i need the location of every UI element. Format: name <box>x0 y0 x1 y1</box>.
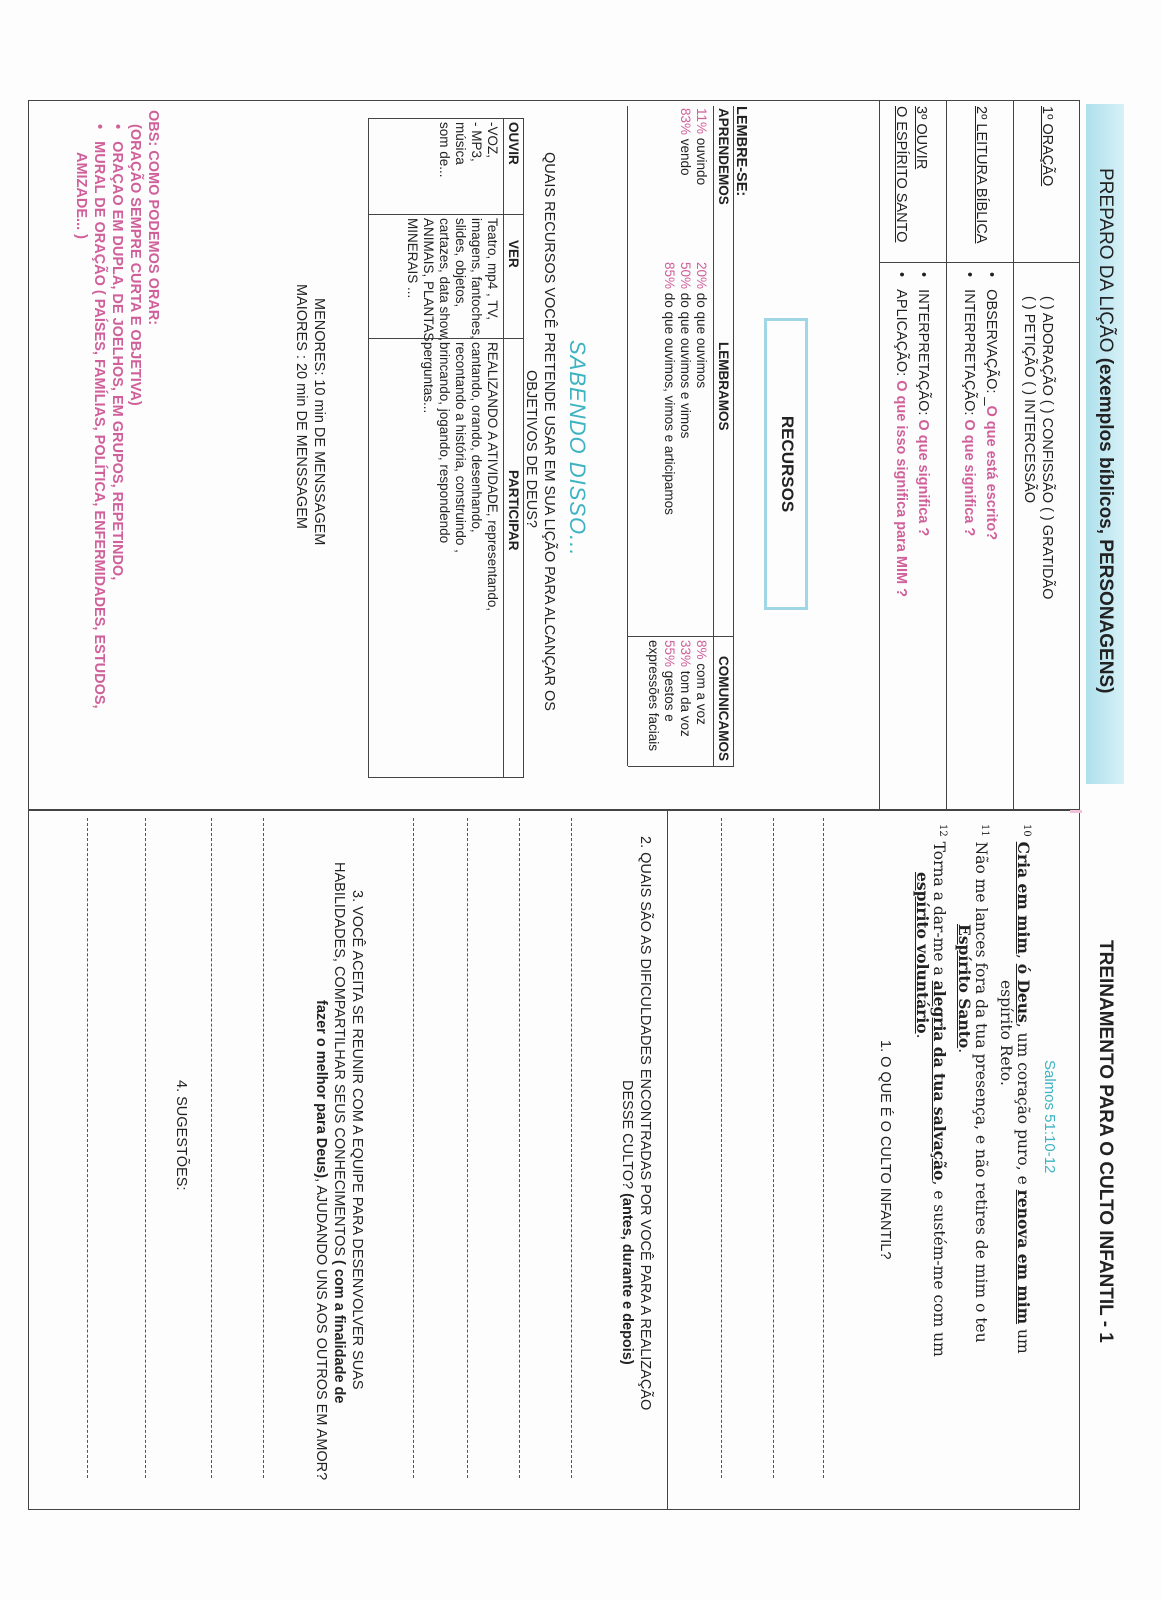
ver-item-4: cartazes, data show, <box>437 218 452 342</box>
row-label-holy-spirit: O ESPÍRITO SANTO <box>893 106 909 243</box>
answer-line-3b[interactable] <box>211 818 212 1478</box>
header-lembramos: LEMBRAMOS <box>716 342 731 431</box>
participar-item-3: recontando a história, construindo , <box>453 342 468 553</box>
question-4: 4. SUGESTÕES: <box>173 1080 189 1191</box>
obs-bullet-2: • MURAL DE ORAÇÃO ( PAÍSES, FAMÍLIAS, POLÍTICA, ENFERMIDADES, ESTUDOS, <box>91 124 107 709</box>
question-3-line2: HABILIDADES, COMPARTILHAR SEUS CONHECIMENTOS ( com a finalidade de <box>331 862 347 1404</box>
lembre-table-right <box>628 766 734 767</box>
ver-item-3: slides, objetos, <box>453 218 468 308</box>
answer-line-4b[interactable] <box>87 818 88 1478</box>
answer-line-1a[interactable] <box>823 818 824 1478</box>
lembre-table-top <box>733 106 734 766</box>
lembramos-item-3: 85% do que ouvimos, vimos e articipamos <box>662 262 677 515</box>
right-pink-edge <box>1070 810 1082 813</box>
right-section-divider <box>667 810 668 1510</box>
resources-question-line2: OBJETIVOS DE DEUS? <box>523 370 539 528</box>
ver-item-1: Teatro, mp4 , TV, <box>485 218 500 321</box>
lembre-col-div-2 <box>628 636 734 637</box>
ouvir-item-1: -VOZ, <box>485 122 500 158</box>
aprendemos-item-2: 83% vendo <box>678 108 693 176</box>
psalm-reference: Salmos 51:10-12 <box>1041 1060 1058 1174</box>
answer-line-1c[interactable] <box>721 818 722 1478</box>
row-label-listen: 3º OUVIR <box>913 106 929 170</box>
recursos-heading: RECURSOS <box>778 415 797 513</box>
verse-12: $^{12}$ Torna a dar-me a alegria da tua salvação, e sustém-me com um <box>929 824 949 1357</box>
prep-row-line-3 <box>879 100 880 810</box>
bullet-interpretation-2: • INTERPRETAÇÃO: O que significa ? <box>915 272 931 537</box>
header-aprendemos: APRENDEMOS <box>716 108 731 205</box>
question-2-line1: 2. QUAIS SÃO AS DIFICULDADES ENCONTRADAS POR VOCÊ PARA A REALIZAÇÃO <box>637 836 653 1411</box>
comunicamos-item-4: expressões faciais <box>646 640 661 752</box>
header-participar: PARTICIPAR <box>506 470 521 551</box>
answer-line-2c[interactable] <box>467 818 468 1478</box>
verse-11: $^{11}$ Não me lances fora da tua presença, e não retires de mim o teu <box>971 824 990 1343</box>
ver-item-2: imagens, fantoches, <box>469 218 484 339</box>
bullet-interpretation-1: • INTERPRETAÇÃO: O que significa ? <box>961 272 977 537</box>
comunicamos-item-2: 33% tom da voz <box>678 640 693 737</box>
ouvir-item-4: som de... <box>437 122 452 178</box>
participar-item-4: brincando, jogando, respondendo <box>437 342 452 544</box>
question-1: 1. O QUE É O CULTO INFANTIL? <box>877 1040 893 1260</box>
lesson-title: PREPARO DA LIÇÃO (exemplos bíblicos, PERSONAGENS) <box>1095 168 1116 694</box>
aprendemos-item-1: 11% ouvindo <box>694 108 709 186</box>
lembramos-item-2: 50% do que ouvimos e vimos <box>678 262 693 439</box>
prayer-options-line2[interactable]: ( ) PETIÇÃO ( ) INTERCESSÃO <box>1021 296 1037 504</box>
prep-row-line-1 <box>1013 100 1014 810</box>
verse-12-cont: espírito voluntário. <box>913 872 932 1039</box>
prep-divider <box>880 262 1080 263</box>
obs-bullet-1: • ORAÇAO EM DUPLA, DE JOELHOS, EM GRUPOS, REPETINDO, <box>109 124 125 581</box>
answer-line-2a[interactable] <box>571 818 572 1478</box>
question-3-line1: 3. VOCÊ ACEITA SE REUNIR COM A EQUIPE PARA DESENVOLVER SUAS <box>349 890 365 1390</box>
resources-question-line1: QUAIS RECURSOS VOCÊ PRETENDE USAR EM SUA LIÇÃO PARA ALCANÇAR OS <box>541 152 557 711</box>
participar-item-5: perguntas... <box>421 342 436 414</box>
obs-title: OBS: COMO PODEMOS ORAR: <box>145 110 161 326</box>
prep-row-line-2 <box>946 100 947 810</box>
ver-item-6: MINERAIS ... <box>405 218 420 299</box>
answer-line-1b[interactable] <box>773 818 774 1478</box>
row-label-prayer: 1º ORAÇÃO <box>1039 106 1055 187</box>
bullet-observation: • OBSERVAÇÃO: _O que está escrito? <box>983 272 999 541</box>
lembre-table-bottom <box>627 106 628 766</box>
participar-item-2: cantando, orando, desenhando, <box>469 342 484 533</box>
comunicamos-item-3: 55% gestos e <box>662 640 677 722</box>
ouvir-item-2: - MP3, <box>469 122 484 162</box>
row-label-bible-reading: 2º LEITURA BÍBLICA <box>973 106 989 244</box>
answer-line-2d[interactable] <box>413 818 414 1478</box>
header-ver: VER <box>506 240 521 268</box>
bullet-application: • APLICAÇÃO: O que isso significa para MIM ? <box>893 272 909 597</box>
answer-line-2b[interactable] <box>519 818 520 1478</box>
obs-bullet-3: AMIZADE... ) <box>73 152 89 239</box>
verse-10-cont: espírito Reto. <box>997 980 1015 1086</box>
header-comunicamos: COMUNICAMOS <box>716 656 731 761</box>
ver-item-5: ANIMAIS, PLANTAS, <box>421 218 436 346</box>
ovp-col-div-1 <box>368 214 524 215</box>
comunicamos-item-1: 8% com a voz <box>694 640 709 725</box>
lembramos-item-1: 20% do que ouvimos <box>694 262 709 389</box>
sabendo-disso: SABENDO DISSO... <box>565 340 590 557</box>
ouvir-item-3: música <box>453 122 468 165</box>
verse-11-cont: Espírito Santo. <box>955 924 974 1054</box>
question-2-line2: DESSE CULTO? (antes, durante e depois) <box>619 1080 635 1365</box>
question-3-line3: fazer o melhor para Deus), AJUDANDO UNS AOS OUTROS EM AMOR? <box>313 1000 329 1481</box>
prayer-options-line1[interactable]: ( ) ADORAÇÃO ( ) CONFISSÃO ( ) GRATIDÃO <box>1039 296 1055 600</box>
menores-time: MENORES: 10 min DE MENSSAGEM <box>311 298 327 546</box>
verse-10: $^{10}$ Cria em mim, ó Deus, um coração puro, e renova em mim um <box>1013 824 1033 1354</box>
header-ouvir: OUVIR <box>506 122 521 165</box>
obs-subtitle: (ORAÇÃO SEMPRE CURTA E OBJETIVA) <box>127 124 143 406</box>
training-title: TREINAMENTO PARA O CULTO INFANTIL - 1 <box>1095 940 1116 1343</box>
answer-line-4a[interactable] <box>145 818 146 1478</box>
maiores-time: MAIORES : 20 min DE MENSSAGEM <box>293 284 309 529</box>
lembre-title: LEMBRE-SE: <box>733 106 749 197</box>
ovp-header-line <box>503 118 504 778</box>
participar-item-1: REALIZANDO A ATIVIDADE, representando, <box>485 342 500 612</box>
answer-line-3a[interactable] <box>263 818 264 1478</box>
